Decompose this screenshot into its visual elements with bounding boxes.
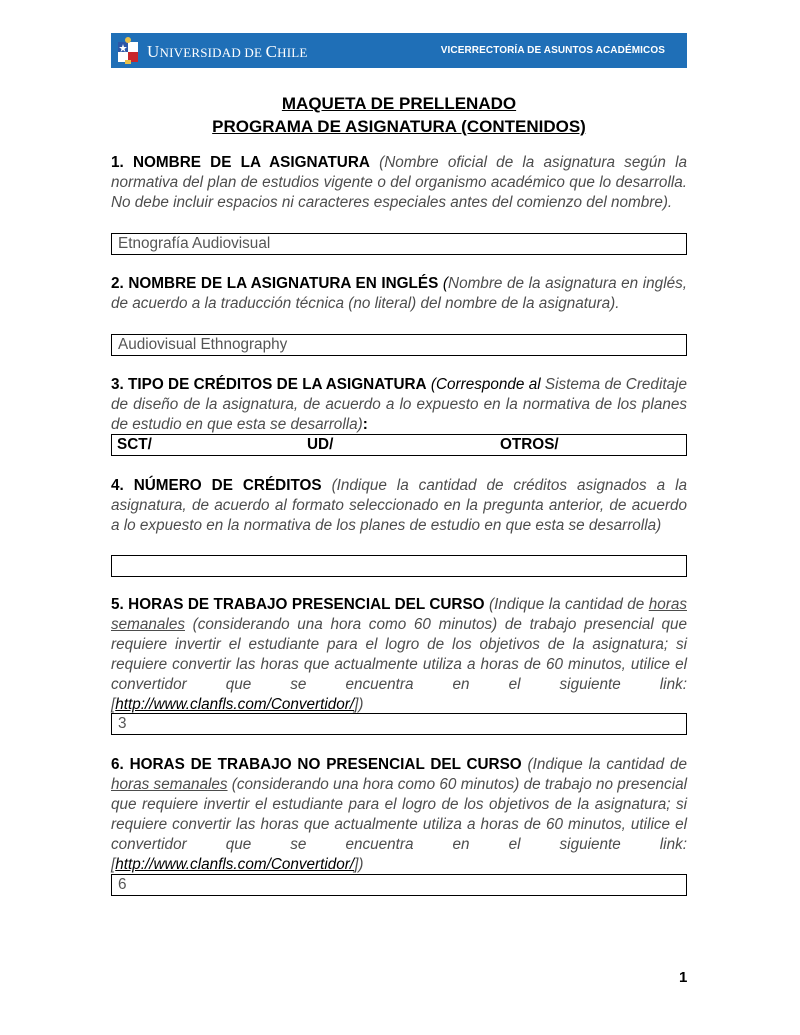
option-otros[interactable]: OTROS/: [500, 436, 559, 453]
remote-hours-field[interactable]: 6: [111, 874, 687, 896]
university-crest-icon: [117, 36, 139, 65]
section-credit-type: 3. TIPO DE CRÉDITOS DE LA ASIGNATURA (Corresponde al Sistema de Creditaje de diseño de la asignatura, de acuerdo a lo expuesto en la normativa de los planes de estudio en que esta se desarrolla):: [111, 376, 688, 433]
section-heading: 5. HORAS DE TRABAJO PRESENCIAL DEL CURSO: [111, 596, 485, 613]
section-heading: 4. NÚMERO DE CRÉDITOS: [111, 477, 322, 494]
section-description: Nombre de la asignatura en inglés, de acuerdo a la traducción técnica (no literal) del nombre de la asignatura).: [111, 275, 687, 312]
document-subtitle: PROGRAMA DE ASIGNATURA (CONTENIDOS): [212, 117, 586, 136]
section-description: (Indique la cantidad de créditos asignados a la asignatura, de acuerdo al formato seleccionado en la pregunta anterior, de acuerdo a lo expuesto en la normativa de los planes de estudio en que esta se desarrolla): [111, 477, 687, 534]
section-description: Sistema de Creditaje de diseño de la asignatura, de acuerdo a lo expuesto en la normativa de los planes de estudio en que esta se desarrolla): [111, 376, 688, 433]
section-course-name: 1. NOMBRE DE LA ASIGNATURA (Nombre oficial de la asignatura según la normativa del plan de estudios vigente o del organismo académico que lo desarrolla. No debe incluir espacios ni caracteres especiales antes del comienzo del nombre).: [111, 154, 687, 211]
option-sct[interactable]: SCT/: [117, 436, 152, 453]
document-title: MAQUETA DE PRELLENADO: [281, 94, 517, 113]
department-name: VICERRECTORÍA DE ASUNTOS ACADÉMICOS: [440, 45, 665, 56]
section-remote-hours: 6. HORAS DE TRABAJO NO PRESENCIAL DEL CURSO (Indique la cantidad de horas semanales (considerando una hora como 60 minutos) de trabajo no presencial que requiere invertir el estudiante para el logro de los objetivos de la asignatura; si requiere convertir las horas que actualmente utiliza a horas de 60 minutos, utilice el convertidor que se encuentra en el siguiente link: [http://www.clanfls.com/Convertidor/]): [111, 756, 687, 873]
credit-number-field[interactable]: [111, 555, 687, 577]
header-banner: [111, 33, 687, 68]
section-heading: 2. NOMBRE DE LA ASIGNATURA EN INGLÉS: [111, 275, 439, 292]
section-heading: 6. HORAS DE TRABAJO NO PRESENCIAL DEL CURSO: [111, 756, 522, 773]
section-description: Nombre oficial de la asignatura según la normativa del plan de estudios vigente o del organismo académico que lo desarrolla. No debe incluir espacios ni caracteres especiales antes del comienzo del nombre).: [111, 154, 687, 211]
section-credit-number: [111, 476, 687, 536]
university-name: UNIVERSIDAD DE CHILE: [147, 42, 308, 61]
option-ud[interactable]: UD/: [307, 436, 334, 453]
section-english-name: 2. NOMBRE DE LA ASIGNATURA EN INGLÉS (Nombre de la asignatura en inglés, de acuerdo a la traducción técnica (no literal) del nombre de la asignatura).: [111, 275, 687, 312]
converter-link[interactable]: http://www.clanfls.com/Convertidor/: [115, 856, 355, 873]
page-number: 1: [679, 969, 688, 986]
in-person-hours-field[interactable]: 3: [111, 713, 687, 735]
section-heading: 1. NOMBRE DE LA ASIGNATURA: [111, 154, 370, 171]
credit-type-field[interactable]: [111, 434, 687, 456]
converter-link[interactable]: http://www.clanfls.com/Convertidor/: [115, 696, 355, 713]
course-name-field[interactable]: Etnografía Audiovisual: [111, 233, 687, 255]
section-heading: 3. TIPO DE CRÉDITOS DE LA ASIGNATURA: [111, 376, 427, 393]
english-name-field[interactable]: Audiovisual Ethnography: [111, 334, 687, 356]
section-in-person-hours: 5. HORAS DE TRABAJO PRESENCIAL DEL CURSO (Indique la cantidad de horas semanales (considerando una hora como 60 minutos) de trabajo presencial que requiere invertir el estudiante para el logro de los objetivos de la asignatura; si requiere convertir las horas que actualmente utiliza a horas de 60 minutos, utilice el convertidor que se encuentra en el siguiente link: [http://www.clanfls.com/Convertidor/]): [111, 596, 687, 713]
